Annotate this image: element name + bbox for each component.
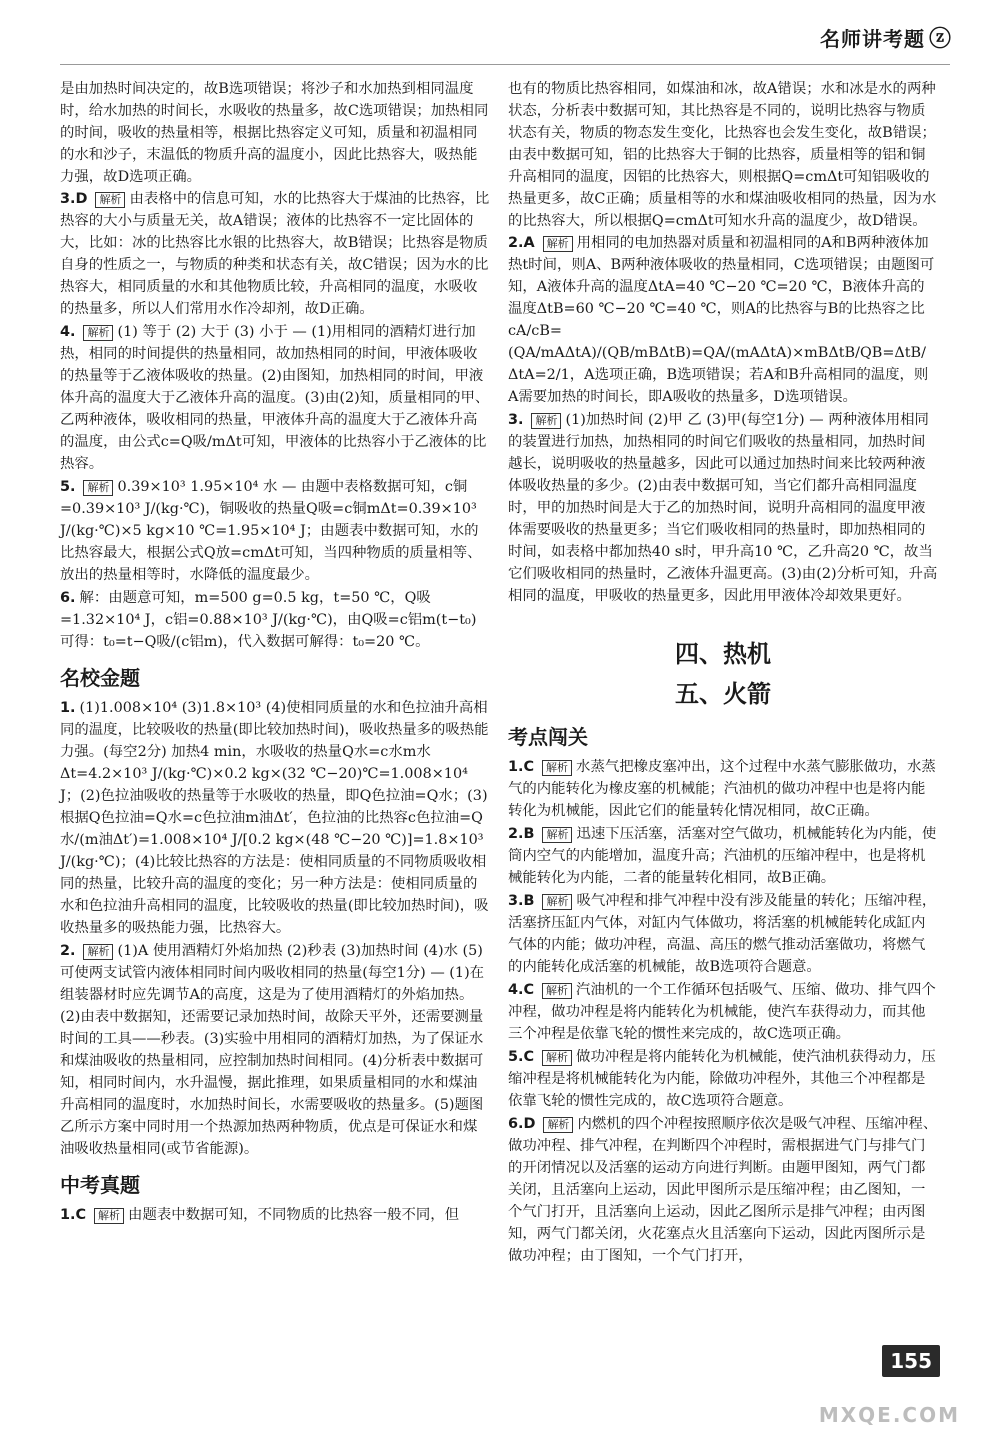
answer-text: 内燃机的四个冲程按照顺序依次是吸气冲程、压缩冲程、做功冲程、排气冲程，在判断四个冲程时，需根据进气门与排气门的开闭情况以及活塞的运动方向进行判断。由题甲图知，两气门都关闭，且活塞向上运动，因此甲图所示是压缩冲程；由乙图知，一个气门打开，且活塞向上运动，因此乙图所示是排气冲程；由丙图知，两气门都关闭，火花塞点火且活塞向下运动，因此丙图所示是做功冲程；由丁图知，一个气门打开， <box>508 1116 938 1264</box>
watermark: MXQE.COM <box>818 1403 960 1427</box>
answer-item <box>508 979 938 1045</box>
answer-number: 5.C <box>508 1049 535 1065</box>
right-column <box>508 78 938 1268</box>
running-header <box>820 22 952 53</box>
answer-number: 1. <box>60 700 76 716</box>
left-intro: 是由加热时间决定的，故B选项错误；将沙子和水加热到相同温度时，给水加热的时间长，水吸收的热量多，故C选项错误；加热相同的时间，吸收的热量相等，根据比热容定义可知，质量和初温相同的水和沙子，末温低的物质升高的温度小，因此比热容大，吸热能力强，故D选项正确。 <box>60 81 489 185</box>
left-column <box>60 78 490 1227</box>
answer-item <box>508 232 938 408</box>
answer-number: 3.B <box>508 893 535 909</box>
answer-text: (1)A 使用酒精灯外焰加热 (2)秒表 (3)加热时间 (4)水 (5)可使两支试管内液体相同时间内吸收相同的热量(每空1分) — (1)在组装器材时应先调节A的高度，这是为了使用酒精灯的外焰加热。(2)由表中数据知，还需要记录加热时间，故除天平外，还需要测量时间的工具——秒表。(3)实验中用相同的酒精灯加热，为了保证水和煤油吸收的热量相同，应控制加热时间相同。(4)分析表中数据可知，相同时间内，水升温慢，据此推理，如果质量相同的水和煤油升高相同的温度时，水加热时间长，水需要吸收的热量多。(5)题图乙所示方案中同时用一个热源加热两种物质，优点是可保证水和煤油吸收热量相同(或节省能源)。 <box>60 943 485 1157</box>
answer-item <box>508 756 938 822</box>
answer-number: 1.C <box>508 759 535 775</box>
explanation-badge: 解析 <box>531 413 561 429</box>
answer-text: (1)1.008×10⁴ (3)1.8×10³ (4)使相同质量的水和色拉油升高相同的温度，比较吸收的热量(即比较加热时间)，吸收热量多的吸热能力强。(每空2分) 加热4 min，水吸收的热量Q水=c水m水Δt=4.2×10³ J/(kg·℃)×0.2 kg×(32 ℃−20)℃=1.008×10⁴ J；(2)色拉油吸收的热量等于水吸收的热量，即Q色拉油=Q水；(3)根据Q色拉油=Q水=c色拉油m油Δt′，色拉油的比热容c色拉油=Q水/(m油Δt′)=1.008×10⁴ J/[0.2 kg×(48 ℃−20 ℃)]=1.8×10³ J/(kg·℃)；(4)比较比热容的方法是：使相同质量的不同物质吸收相同的热量，比较升高的温度的变化；另一种方法是：使相同质量的水和色拉油升高相同的温度，比较吸收的热量(即比较加热时间)，吸收热量多的吸热能力强，比热容大。 <box>60 700 489 936</box>
answer-number: 6. <box>60 590 76 606</box>
explanation-badge: 解析 <box>542 1050 572 1066</box>
header-rule <box>60 64 950 65</box>
answer-item <box>508 1113 938 1267</box>
answer-text: 解：由题意可知，m=500 g=0.5 kg，t=50 ℃，Q吸=1.32×10⁴ J，c铝=0.88×10³ J/(kg·℃)，由Q吸=c铝m(t−t₀)可得：t₀=t−Q吸/(c铝m)，代入数据可解得：t₀=20 ℃。 <box>60 590 477 650</box>
answer-number: 6.D <box>508 1116 536 1132</box>
answer-number: 3.D <box>60 191 88 207</box>
answer-item <box>60 188 490 320</box>
answer-item <box>508 409 938 607</box>
explanation-badge: 解析 <box>543 1117 573 1133</box>
right-intro: 也有的物质比热容相同，如煤油和冰，故A错误；水和冰是水的两种状态，分析表中数据可知，其比热容是不同的，说明比热容与物质状态有关，物质的物态发生变化，比热容也会发生变化，故B错误；由表中数据可知，铝的比热容大于铜的比热容，质量相等的铝和铜升高相同的温度，因铝的比热容大，则根据Q=cmΔt可知铝吸收的热量更多，故C正确；质量相等的水和煤油吸收相同的热量，因为水的比热容大，所以根据Q=cmΔt可知水升高的温度少，故D错误。 <box>508 81 937 229</box>
section-heading: 中考真题 <box>60 1173 140 1197</box>
answer-text: 水蒸气把橡皮塞冲出，这个过程中水蒸气膨胀做功，水蒸气的内能转化为橡皮塞的机械能；汽油机的做功冲程中也是将内能转化为机械能，因此它们的能量转化情况相同，故C正确。 <box>508 759 936 819</box>
explanation-badge: 解析 <box>542 827 572 843</box>
answer-number: 1.C <box>60 1207 87 1223</box>
section-heading: 考点闯关 <box>508 725 588 749</box>
page-number: 155 <box>882 1345 940 1377</box>
explanation-badge: 解析 <box>95 192 125 208</box>
answer-item <box>60 587 490 653</box>
answer-number: 5. <box>60 479 76 495</box>
answer-text: (1) 等于 (2) 大于 (3) 小于 — (1)用相同的酒精灯进行加热，相同的时间提供的热量相同，故加热相同的时间，甲液体吸收的热量等于乙液体吸收的热量。(2)由图知，加热相同的时间，甲液体升高的温度大于乙液体升高的温度。(3)由(2)知，质量相同的甲、乙两种液体，吸收相同的热量，甲液体升高的温度大于乙液体升高的温度，由公式c=Q吸/mΔt可知，甲液体的比热容小于乙液体的比热容。 <box>60 324 490 472</box>
explanation-badge: 解析 <box>542 760 572 776</box>
answer-number: 2. <box>60 943 76 959</box>
answer-number: 2.B <box>508 826 535 842</box>
explanation-badge: 解析 <box>83 480 113 496</box>
answer-text: 做功冲程是将内能转化为机械能，使汽油机获得动力，压缩冲程是将机械能转化为内能，除做功冲程外，其他三个冲程都是依靠飞轮的惯性完成的，故C选项符合题意。 <box>508 1049 936 1109</box>
answer-text: 汽油机的一个工作循环包括吸气、压缩、做功、排气四个冲程，做功冲程是将内能转化为机械能，使汽车获得动力，而其他三个冲程是依靠飞轮的惯性来完成的，故C选项正确。 <box>508 982 936 1042</box>
answer-item <box>60 321 490 475</box>
explanation-badge: 解析 <box>83 944 113 960</box>
answer-text: 迅速下压活塞，活塞对空气做功，机械能转化为内能，使筒内空气的内能增加，温度升高；汽油机的压缩冲程中，也是将机械能转化为内能，二者的能量转化相同，故B正确。 <box>508 826 937 886</box>
section-heading: 名校金题 <box>60 666 140 690</box>
chapter-title: 五、火箭 <box>675 680 771 708</box>
explanation-badge: 解析 <box>542 983 572 999</box>
answer-text: 由题表中数据可知，不同物质的比热容一般不同，但 <box>128 1207 460 1223</box>
answer-item <box>508 823 938 889</box>
answer-text: 由表格中的信息可知，水的比热容大于煤油的比热容，比热容的大小与质量无关，故A错误；液体的比热容不一定比固体的大，比如：冰的比热容比水银的比热容大，故B错误；比热容是物质自身的性质之一，与物质的种类和状态有关，故C错误；因为水的比热容大，相同质量的水和其他物质比较，升高相同的温度，水吸收的热量多，所以人们常用水作冷却剂，故D正确。 <box>60 191 490 317</box>
answer-number: 4.C <box>508 982 535 998</box>
explanation-badge: 解析 <box>543 236 573 252</box>
answer-item <box>60 940 490 1160</box>
answer-item <box>508 890 938 978</box>
answer-text: 吸气冲程和排气冲程中没有涉及能量的转化；压缩冲程，活塞挤压缸内气体，对缸内气体做功，将活塞的机械能转化成缸内气体的内能；做功冲程，高温、高压的燃气推动活塞做功，将燃气的内能转化成活塞的机械能，故B选项符合题意。 <box>508 893 937 975</box>
chapter-title: 四、热机 <box>675 640 771 668</box>
header-title: 名师讲考题 <box>819 27 925 51</box>
explanation-badge: 解析 <box>83 325 113 341</box>
answer-text: 用相同的电加热器对质量和初温相同的A和B两种液体加热t时间，则A、B两种液体吸收的热量相同，C选项错误；由题图可知，A液体升高的温度ΔtA=40 ℃−20 ℃=20 ℃，B液体升高的温度ΔtB=60 ℃−20 ℃=40 ℃，则A的比热容与B的比热容之比cA/cB=(QA/mAΔtA)/(QB/mBΔtB)=QA/(mAΔtA)×mBΔtB/QB=ΔtB/ΔtA=2/1，A选项正确，B选项错误；若A和B升高相同的温度，则A需要加热的时间长，即A吸收的热量多，D选项错误。 <box>508 235 935 405</box>
answer-number: 2.A <box>508 235 535 251</box>
answer-item <box>60 697 490 939</box>
answer-item <box>60 476 490 586</box>
answer-number: 4. <box>60 324 76 340</box>
explanation-badge: 解析 <box>94 1208 124 1224</box>
answer-item <box>60 1204 490 1226</box>
answer-number: 3. <box>508 412 524 428</box>
explanation-badge: 解析 <box>542 894 572 910</box>
answer-text: 0.39×10³ 1.95×10⁴ 水 — 由题中表格数据可知，c铜=0.39×10³ J/(kg·℃)，铜吸收的热量Q吸=c铜mΔt=0.39×10³ J/(kg·℃)×5 kg×10 ℃=1.95×10⁴ J；由题表中数据可知，水的比热容最大，根据公式Q放=cmΔt可知，当四种物质的质量相等、放出的热量相等时，水降低的温度最少。 <box>60 479 482 583</box>
answer-item <box>508 1046 938 1112</box>
header-logo-icon: ⓩ <box>928 27 952 52</box>
answer-text: (1)加热时间 (2)甲 乙 (3)甲(每空1分) — 两种液体用相同的装置进行加热，加热相同的时间它们吸收的热量相同，加热时间越长，说明吸收的热量越多，因此可以通过加热时间来比较两种液体吸收热量的多少。(2)由表中数据可知，当它们都升高相同温度时，甲的加热时间是大于乙的加热时间，说明升高相同的温度甲液体需要吸收的热量更多；当它们吸收相同的热量时，即加热相同的时间，如表格中都加热40 s时，甲升高10 ℃，乙升高20 ℃，故当它们吸收相同的热量时，乙液体升温更高。(3)由(2)分析可知，升高相同的温度，甲吸收的热量更多，因此用甲液体冷却效果更好。 <box>508 412 938 604</box>
